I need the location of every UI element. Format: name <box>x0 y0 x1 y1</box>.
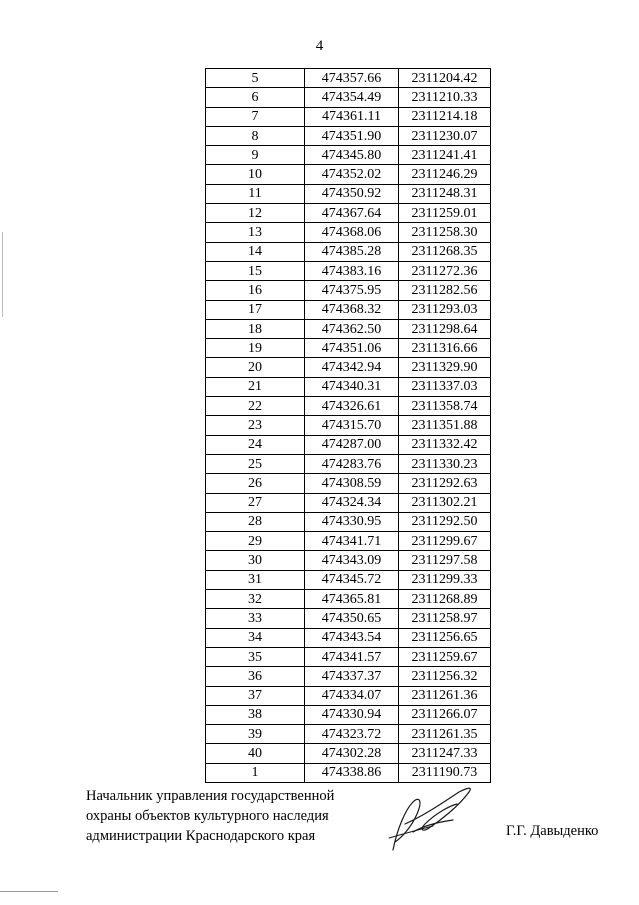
x-coordinate-cell: 474341.57 <box>305 647 399 666</box>
x-coordinate-cell: 474283.76 <box>305 454 399 473</box>
x-coordinate-cell: 474352.02 <box>305 165 399 184</box>
point-number-cell: 31 <box>206 570 305 589</box>
scan-edge-mark <box>2 232 3 317</box>
x-coordinate-cell: 474375.95 <box>305 281 399 300</box>
x-coordinate-cell: 474368.32 <box>305 300 399 319</box>
y-coordinate-cell: 2311358.74 <box>399 397 491 416</box>
point-number-cell: 34 <box>206 628 305 647</box>
y-coordinate-cell: 2311266.07 <box>399 705 491 724</box>
table-row <box>206 551 491 570</box>
y-coordinate-cell: 2311258.97 <box>399 609 491 628</box>
x-coordinate-cell: 474345.80 <box>305 146 399 165</box>
point-number-cell: 8 <box>206 126 305 145</box>
table-row <box>206 204 491 223</box>
table-row <box>206 261 491 280</box>
table-row <box>206 126 491 145</box>
x-coordinate-cell: 474383.16 <box>305 261 399 280</box>
point-number-cell: 28 <box>206 512 305 531</box>
y-coordinate-cell: 2311190.73 <box>399 763 491 782</box>
point-number-cell: 39 <box>206 725 305 744</box>
point-number-cell: 23 <box>206 416 305 435</box>
y-coordinate-cell: 2311241.41 <box>399 146 491 165</box>
y-coordinate-cell: 2311259.01 <box>399 204 491 223</box>
x-coordinate-cell: 474330.95 <box>305 512 399 531</box>
x-coordinate-cell: 474343.09 <box>305 551 399 570</box>
y-coordinate-cell: 2311261.36 <box>399 686 491 705</box>
table-row <box>206 184 491 203</box>
point-number-cell: 16 <box>206 281 305 300</box>
point-number-cell: 38 <box>206 705 305 724</box>
y-coordinate-cell: 2311337.03 <box>399 377 491 396</box>
y-coordinate-cell: 2311292.63 <box>399 474 491 493</box>
coordinates-table <box>205 68 491 783</box>
table-row <box>206 512 491 531</box>
y-coordinate-cell: 2311258.30 <box>399 223 491 242</box>
y-coordinate-cell: 2311298.64 <box>399 319 491 338</box>
x-coordinate-cell: 474367.64 <box>305 204 399 223</box>
table-row <box>206 107 491 126</box>
position-line: Начальник управления государственной <box>86 788 335 804</box>
x-coordinate-cell: 474365.81 <box>305 590 399 609</box>
point-number-cell: 9 <box>206 146 305 165</box>
y-coordinate-cell: 2311282.56 <box>399 281 491 300</box>
footer-rule <box>0 891 58 892</box>
y-coordinate-cell: 2311256.32 <box>399 667 491 686</box>
point-number-cell: 35 <box>206 647 305 666</box>
x-coordinate-cell: 474337.37 <box>305 667 399 686</box>
x-coordinate-cell: 474324.34 <box>305 493 399 512</box>
table-row <box>206 705 491 724</box>
x-coordinate-cell: 474334.07 <box>305 686 399 705</box>
y-coordinate-cell: 2311268.35 <box>399 242 491 261</box>
point-number-cell: 10 <box>206 165 305 184</box>
point-number-cell: 30 <box>206 551 305 570</box>
table-row <box>206 339 491 358</box>
point-number-cell: 12 <box>206 204 305 223</box>
coordinates-table-body <box>206 69 491 783</box>
x-coordinate-cell: 474350.65 <box>305 609 399 628</box>
table-row <box>206 300 491 319</box>
point-number-cell: 1 <box>206 763 305 782</box>
point-number-cell: 40 <box>206 744 305 763</box>
y-coordinate-cell: 2311332.42 <box>399 435 491 454</box>
x-coordinate-cell: 474342.94 <box>305 358 399 377</box>
table-row <box>206 165 491 184</box>
handwritten-signature <box>383 780 478 856</box>
point-number-cell: 18 <box>206 319 305 338</box>
point-number-cell: 37 <box>206 686 305 705</box>
point-number-cell: 32 <box>206 590 305 609</box>
y-coordinate-cell: 2311261.35 <box>399 725 491 744</box>
table-row <box>206 319 491 338</box>
y-coordinate-cell: 2311210.33 <box>399 88 491 107</box>
x-coordinate-cell: 474287.00 <box>305 435 399 454</box>
point-number-cell: 13 <box>206 223 305 242</box>
x-coordinate-cell: 474357.66 <box>305 69 399 88</box>
y-coordinate-cell: 2311272.36 <box>399 261 491 280</box>
table-row <box>206 88 491 107</box>
table-row <box>206 609 491 628</box>
table-row <box>206 628 491 647</box>
x-coordinate-cell: 474368.06 <box>305 223 399 242</box>
y-coordinate-cell: 2311292.50 <box>399 512 491 531</box>
point-number-cell: 11 <box>206 184 305 203</box>
x-coordinate-cell: 474354.49 <box>305 88 399 107</box>
x-coordinate-cell: 474323.72 <box>305 725 399 744</box>
x-coordinate-cell: 474350.92 <box>305 184 399 203</box>
x-coordinate-cell: 474308.59 <box>305 474 399 493</box>
point-number-cell: 19 <box>206 339 305 358</box>
table-row <box>206 686 491 705</box>
table-row <box>206 223 491 242</box>
y-coordinate-cell: 2311299.33 <box>399 570 491 589</box>
y-coordinate-cell: 2311351.88 <box>399 416 491 435</box>
y-coordinate-cell: 2311259.67 <box>399 647 491 666</box>
x-coordinate-cell: 474338.86 <box>305 763 399 782</box>
signatory-name: Г.Г. Давыденко <box>506 823 599 839</box>
y-coordinate-cell: 2311247.33 <box>399 744 491 763</box>
table-row <box>206 474 491 493</box>
y-coordinate-cell: 2311268.89 <box>399 590 491 609</box>
table-row <box>206 377 491 396</box>
table-row <box>206 647 491 666</box>
point-number-cell: 26 <box>206 474 305 493</box>
table-row <box>206 725 491 744</box>
x-coordinate-cell: 474330.94 <box>305 705 399 724</box>
point-number-cell: 6 <box>206 88 305 107</box>
table-row <box>206 397 491 416</box>
point-number-cell: 15 <box>206 261 305 280</box>
table-row <box>206 281 491 300</box>
y-coordinate-cell: 2311293.03 <box>399 300 491 319</box>
table-row <box>206 358 491 377</box>
y-coordinate-cell: 2311316.66 <box>399 339 491 358</box>
y-coordinate-cell: 2311230.07 <box>399 126 491 145</box>
point-number-cell: 20 <box>206 358 305 377</box>
x-coordinate-cell: 474361.11 <box>305 107 399 126</box>
table-row <box>206 146 491 165</box>
point-number-cell: 5 <box>206 69 305 88</box>
y-coordinate-cell: 2311302.21 <box>399 493 491 512</box>
page-number: 4 <box>315 38 324 54</box>
table-row <box>206 532 491 551</box>
table-row <box>206 435 491 454</box>
position-line: охраны объектов культурного наследия <box>86 808 329 824</box>
x-coordinate-cell: 474351.06 <box>305 339 399 358</box>
x-coordinate-cell: 474345.72 <box>305 570 399 589</box>
x-coordinate-cell: 474341.71 <box>305 532 399 551</box>
y-coordinate-cell: 2311329.90 <box>399 358 491 377</box>
x-coordinate-cell: 474340.31 <box>305 377 399 396</box>
point-number-cell: 36 <box>206 667 305 686</box>
point-number-cell: 22 <box>206 397 305 416</box>
x-coordinate-cell: 474385.28 <box>305 242 399 261</box>
x-coordinate-cell: 474326.61 <box>305 397 399 416</box>
y-coordinate-cell: 2311246.29 <box>399 165 491 184</box>
table-row <box>206 744 491 763</box>
point-number-cell: 33 <box>206 609 305 628</box>
table-row <box>206 493 491 512</box>
table-row <box>206 416 491 435</box>
table-row <box>206 242 491 261</box>
point-number-cell: 7 <box>206 107 305 126</box>
point-number-cell: 24 <box>206 435 305 454</box>
point-number-cell: 21 <box>206 377 305 396</box>
point-number-cell: 27 <box>206 493 305 512</box>
signatory-position <box>86 786 334 846</box>
x-coordinate-cell: 474343.54 <box>305 628 399 647</box>
point-number-cell: 14 <box>206 242 305 261</box>
x-coordinate-cell: 474315.70 <box>305 416 399 435</box>
y-coordinate-cell: 2311299.67 <box>399 532 491 551</box>
y-coordinate-cell: 2311248.31 <box>399 184 491 203</box>
table-row <box>206 570 491 589</box>
x-coordinate-cell: 474302.28 <box>305 744 399 763</box>
position-line: администрации Краснодарского края <box>86 828 316 844</box>
y-coordinate-cell: 2311214.18 <box>399 107 491 126</box>
x-coordinate-cell: 474351.90 <box>305 126 399 145</box>
table-row <box>206 69 491 88</box>
table-row <box>206 667 491 686</box>
table-row <box>206 454 491 473</box>
x-coordinate-cell: 474362.50 <box>305 319 399 338</box>
point-number-cell: 29 <box>206 532 305 551</box>
point-number-cell: 25 <box>206 454 305 473</box>
point-number-cell: 17 <box>206 300 305 319</box>
y-coordinate-cell: 2311256.65 <box>399 628 491 647</box>
y-coordinate-cell: 2311204.42 <box>399 69 491 88</box>
y-coordinate-cell: 2311297.58 <box>399 551 491 570</box>
table-row <box>206 590 491 609</box>
y-coordinate-cell: 2311330.23 <box>399 454 491 473</box>
